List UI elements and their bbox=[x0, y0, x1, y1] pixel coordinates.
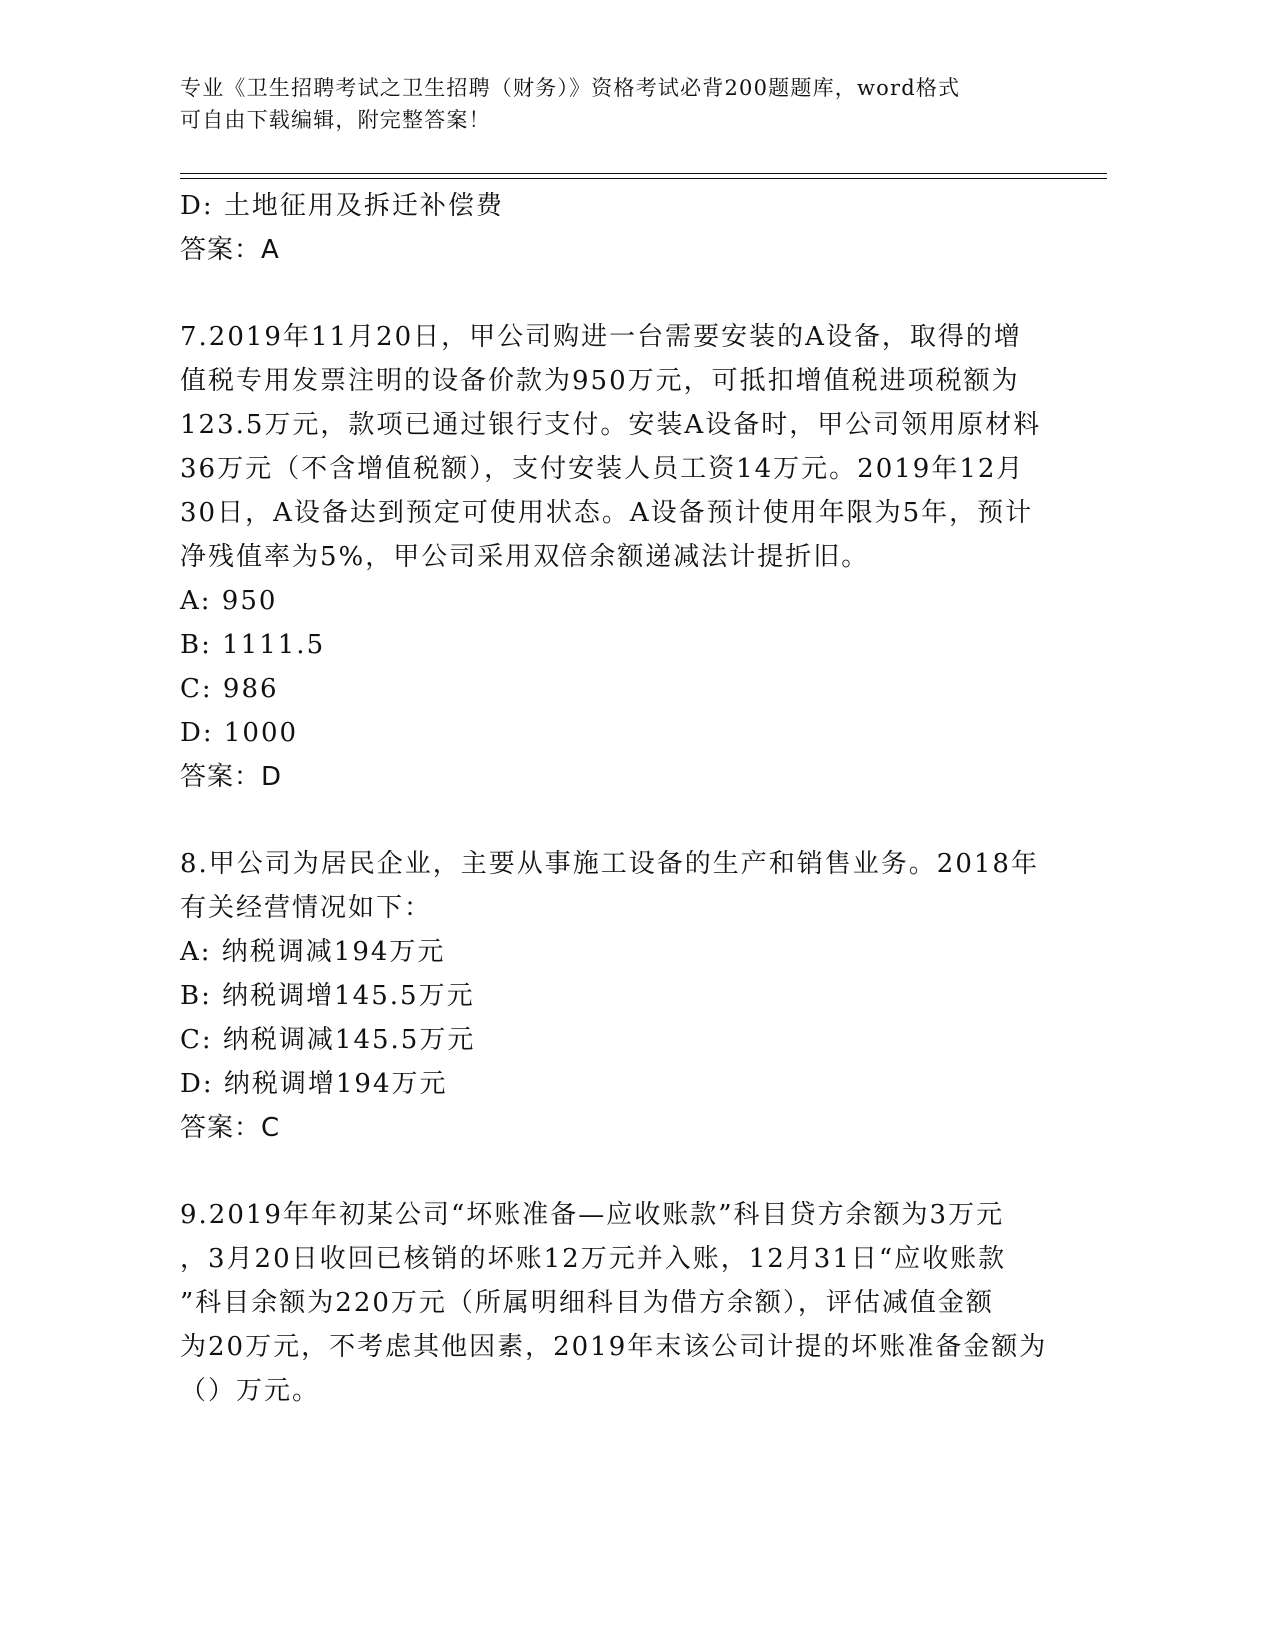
q7-option-d: D: 1000 bbox=[180, 718, 299, 748]
page-header bbox=[180, 72, 1060, 136]
header-line-1: 专业《卫生招聘考试之卫生招聘（财务）》资格考试必背200题题库，word格式 bbox=[180, 76, 961, 100]
q7-text-line: 值税专用发票注明的设备价款为950万元，可抵扣增值税进项税额为 bbox=[180, 366, 1020, 396]
q7-text-line: 123.5万元，款项已通过银行支付。安装A设备时，甲公司领用原材料 bbox=[180, 410, 1042, 440]
q9-text-line: （）万元。 bbox=[180, 1376, 321, 1406]
q8-text-line: 8.甲公司为居民企业，主要从事施工设备的生产和销售业务。2018年 bbox=[180, 849, 1039, 879]
question-7 bbox=[180, 315, 1080, 799]
q7-text-line: 7.2019年11月20日，甲公司购进一台需要安装的A设备，取得的增 bbox=[180, 322, 1022, 352]
header-line-2: 可自由下载编辑，附完整答案！ bbox=[180, 108, 491, 132]
q6-option-d: D: 土地征用及拆迁补偿费 bbox=[180, 191, 504, 221]
q9-text-line: ”科目余额为220万元（所属明细科目为借方余额），评估减值金额 bbox=[180, 1288, 994, 1318]
q9-text-line: 为20万元，不考虑其他因素，2019年末该公司计提的坏账准备金额为 bbox=[180, 1332, 1048, 1362]
q7-option-a: A: 950 bbox=[180, 586, 278, 616]
spacer bbox=[180, 272, 1080, 315]
q6-answer: 答案：A bbox=[180, 235, 280, 265]
question-8 bbox=[180, 842, 1080, 1150]
spacer bbox=[180, 799, 1080, 842]
q8-answer: 答案：C bbox=[180, 1113, 281, 1143]
header-divider-bottom bbox=[180, 178, 1107, 179]
q7-option-b: B: 1111.5 bbox=[180, 630, 326, 660]
spacer bbox=[180, 1150, 1080, 1193]
q8-option-a: A: 纳税调减194万元 bbox=[180, 937, 446, 967]
q7-text-line: 30日，A设备达到预定可使用状态。A设备预计使用年限为5年，预计 bbox=[180, 498, 1034, 528]
q8-text-line: 有关经营情况如下： bbox=[180, 893, 433, 923]
question-9 bbox=[180, 1193, 1080, 1413]
q9-text-line: ，3月20日收回已核销的坏账12万元并入账，12月31日“应收账款 bbox=[180, 1244, 1007, 1274]
q8-option-b: B: 纳税调增145.5万元 bbox=[180, 981, 475, 1011]
question-content bbox=[180, 184, 1080, 1413]
q7-option-c: C: 986 bbox=[180, 674, 279, 704]
q8-option-d: D: 纳税调增194万元 bbox=[180, 1069, 448, 1099]
q7-text-line: 36万元（不含增值税额），支付安装人员工资14万元。2019年12月 bbox=[180, 454, 1025, 484]
q8-option-c: C: 纳税调减145.5万元 bbox=[180, 1025, 476, 1055]
q7-answer: 答案：D bbox=[180, 762, 283, 792]
q9-text-line: 9.2019年年初某公司“坏账准备—应收账款”科目贷方余额为3万元 bbox=[180, 1200, 1005, 1230]
header-divider-top bbox=[180, 173, 1107, 174]
q7-text-line: 净残值率为5%，甲公司采用双倍余额递减法计提折旧。 bbox=[180, 542, 870, 572]
